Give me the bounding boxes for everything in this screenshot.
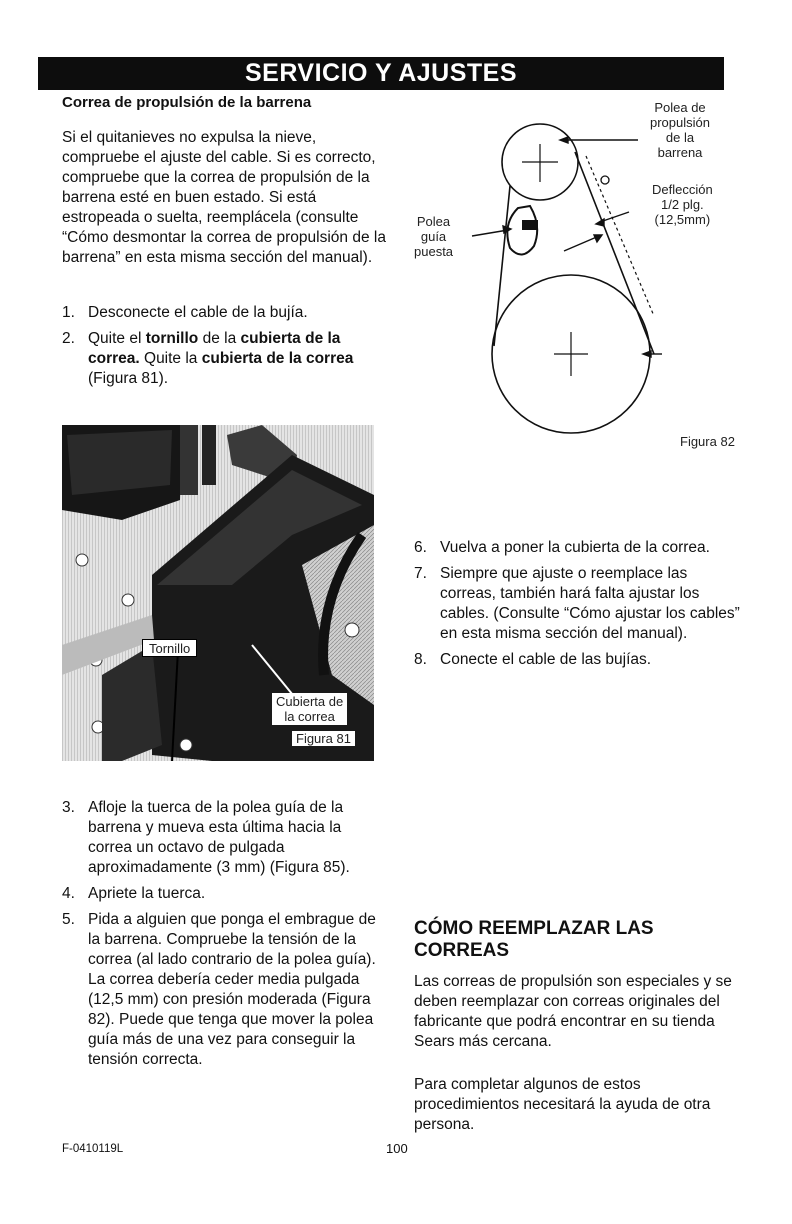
figure-82-label-drive-line1: Polea de: [654, 100, 706, 115]
figure-82-label-idler-line2: guía: [420, 229, 447, 244]
step-bold-screw: tornillo: [145, 330, 199, 347]
figure-81-label-cover-line2: la correa: [284, 709, 335, 724]
figure-82-label-idler-line3: puesta: [414, 244, 454, 259]
step-bold-cover2: cubierta de la correa: [201, 350, 354, 367]
figure-82-label-deflection-line2: 1/2 plg.: [661, 197, 704, 212]
page-number: 100: [386, 1141, 408, 1156]
list-item: [62, 910, 382, 1070]
step-bold-cover: cubierta de la correa.: [88, 330, 341, 367]
figure-82-label-idler-line1: Polea: [416, 214, 451, 229]
figure-81-caption: Figura 81: [292, 731, 355, 746]
list-item: [414, 564, 744, 644]
section-banner: SERVICIO Y AJUSTES: [38, 57, 724, 90]
figure-82-label-deflection-line1: Deflección: [652, 182, 713, 197]
figure-82-diagram: [414, 96, 754, 456]
step-number: 6.: [414, 539, 427, 556]
step-text: Afloje la tuerca de la polea guía de la barrena y mueva esta última hacia la correa un octavo de pulgada aproximadamente (3 mm) (Figura 85).: [88, 799, 350, 876]
step-text: Siempre que ajuste o reemplace las correas, también hará falta ajustar los cables. (Consulte “Cómo ajustar los cables” en esta misma sección del manual).: [440, 565, 740, 642]
list-item: [62, 798, 382, 878]
list-item: [414, 650, 744, 670]
step-text: Vuelva a poner la cubierta de la correa.: [440, 539, 710, 556]
step-text-mid: de la: [198, 330, 241, 347]
step-text: Apriete la tuerca.: [88, 885, 206, 902]
figure-82-label-idler-pulley: [414, 214, 453, 259]
steps-list-b: [62, 798, 382, 1076]
belts-paragraph-2: Para completar algunos de estos procedimientos necesitará la ayuda de otra persona.: [414, 1076, 711, 1133]
document-code: F-0410119L: [62, 1143, 124, 1155]
belts-paragraph-1: Las correas de propulsión son especiales y se deben reemplazar con correas originales del fabricante que podrá encontrar en su tienda Sears más cercana.: [414, 973, 732, 1050]
list-item: [62, 329, 382, 389]
step-text-mid2: Quite la: [139, 350, 202, 367]
list-item: [62, 884, 382, 904]
step-number: 4.: [62, 885, 75, 902]
figure-82-label-deflection-line3: (12,5mm): [654, 212, 711, 227]
intro-paragraph: Si el quitanieves no expulsa la nieve, compruebe el ajuste del cable. Si es correcto, compruebe que la correa de propulsión de la barrena esté en buen estado. Si está estropeada o suelta, reemplácela (consulte “Cómo desmontar la correa de propulsión de la barrena” en esta misma sección del manual).: [62, 129, 386, 266]
step-text: Conecte el cable de las bujías.: [440, 651, 652, 668]
figure-81-photo: [62, 425, 374, 761]
figure-82-label-deflection: [652, 182, 713, 227]
subsection-title: Correa de propulsión de la barrena: [62, 94, 312, 111]
list-item: [414, 538, 744, 558]
figure-82-caption: Figura 82: [680, 434, 735, 449]
step-text: Desconecte el cable de la bujía.: [88, 304, 308, 321]
figure-82-label-drive-line4: barrena: [657, 145, 703, 160]
step-number: 7.: [414, 565, 427, 582]
step-number: 1.: [62, 304, 75, 321]
step-text-post: (Figura 81).: [88, 370, 169, 387]
steps-list-c: [414, 538, 744, 676]
figure-81-label-screw: Tornillo: [142, 639, 197, 657]
step-text: Pida a alguien que ponga el embrague de la barrena. Compruebe la tensión de la correa (al lado contrario de la polea guía). La correa debería ceder media pulgada (12,5 mm) con presión moderada (Figura 82). Puede que tenga que mover la polea guía más de una vez para conseguir la tensión correcta.: [88, 911, 376, 1068]
step-text-pre: Quite el: [88, 330, 146, 347]
step-number: 8.: [414, 651, 427, 668]
steps-list-a: [62, 303, 382, 395]
figure-81-label-cover-line1: Cubierta de: [276, 694, 344, 709]
step-number: 5.: [62, 911, 75, 928]
figure-82-label-drive-line2: propulsión: [650, 115, 710, 130]
section-heading: CÓMO REEMPLAZAR LAS CORREAS: [414, 918, 654, 961]
figure-81-label-cover: [272, 693, 347, 725]
step-number: 2.: [62, 330, 75, 347]
list-item: [62, 303, 382, 323]
figure-82-label-drive-pulley: [650, 100, 710, 160]
figure-82-label-drive-line3: de la: [665, 130, 695, 145]
step-number: 3.: [62, 799, 75, 816]
